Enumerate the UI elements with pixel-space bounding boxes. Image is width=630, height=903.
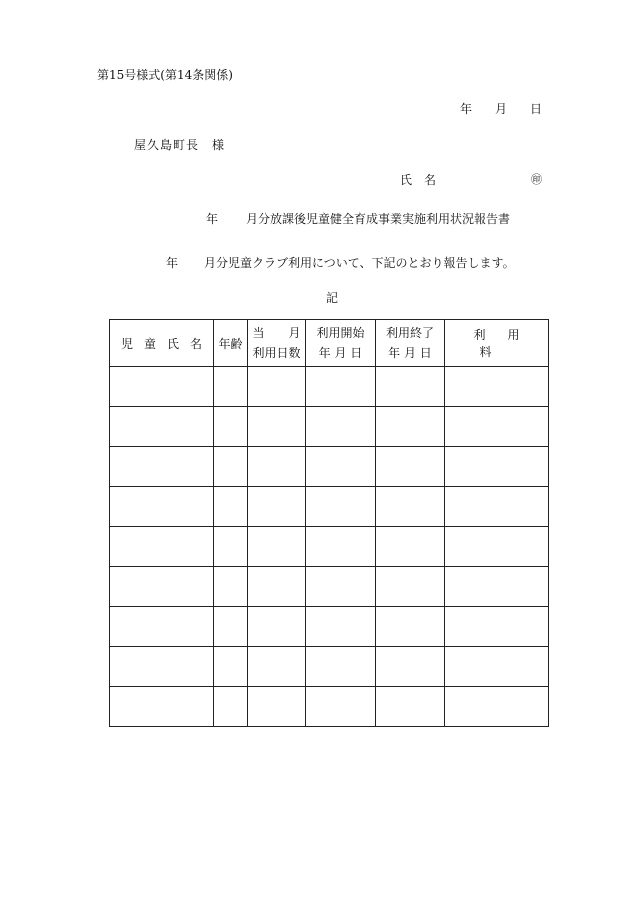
table-row <box>110 647 549 687</box>
start-cell[interactable] <box>306 447 376 487</box>
days-cell[interactable] <box>248 447 306 487</box>
age-cell[interactable] <box>214 607 248 647</box>
title-text: 月分放課後児童健全育成事業実施利用状況報告書 <box>246 212 511 226</box>
statement-year: 年 <box>166 256 179 270</box>
start-cell[interactable] <box>306 487 376 527</box>
fee-cell[interactable] <box>445 607 549 647</box>
date-year: 年 <box>460 102 473 116</box>
name-cell[interactable] <box>110 487 214 527</box>
start-cell[interactable] <box>306 607 376 647</box>
header-usage-days-bottom: 利用日数 <box>252 346 301 360</box>
end-cell[interactable] <box>376 527 445 567</box>
date-day: 日 <box>530 102 543 116</box>
days-cell[interactable] <box>248 487 306 527</box>
name-cell[interactable] <box>110 527 214 567</box>
age-cell[interactable] <box>214 447 248 487</box>
fee-cell[interactable] <box>445 407 549 447</box>
usage-table <box>109 319 549 727</box>
days-cell[interactable] <box>248 527 306 567</box>
date-line <box>460 100 542 117</box>
end-cell[interactable] <box>376 647 445 687</box>
days-cell[interactable] <box>248 687 306 727</box>
header-start-date-top: 利用開始 <box>316 326 365 340</box>
age-cell[interactable] <box>214 527 248 567</box>
age-cell[interactable] <box>214 407 248 447</box>
days-cell[interactable] <box>248 407 306 447</box>
age-cell[interactable] <box>214 647 248 687</box>
header-usage-days-top: 当 月 <box>252 326 301 340</box>
fee-cell[interactable] <box>445 687 549 727</box>
start-cell[interactable] <box>306 527 376 567</box>
end-cell[interactable] <box>376 567 445 607</box>
header-start-date <box>306 320 376 367</box>
name-cell[interactable] <box>110 367 214 407</box>
fee-cell[interactable] <box>445 487 549 527</box>
table-row <box>110 687 549 727</box>
header-end-date-top: 利用終了 <box>385 326 434 340</box>
days-cell[interactable] <box>248 607 306 647</box>
end-cell[interactable] <box>376 367 445 407</box>
start-cell[interactable] <box>306 407 376 447</box>
name-cell[interactable] <box>110 607 214 647</box>
table-row <box>110 407 549 447</box>
title-year: 年 <box>206 212 219 226</box>
days-cell[interactable] <box>248 647 306 687</box>
table-header-row <box>110 320 549 367</box>
table-row <box>110 447 549 487</box>
name-cell[interactable] <box>110 687 214 727</box>
end-cell[interactable] <box>376 607 445 647</box>
name-cell[interactable] <box>110 647 214 687</box>
age-cell[interactable] <box>214 687 248 727</box>
table-body <box>110 367 549 727</box>
end-cell[interactable] <box>376 687 445 727</box>
table-row <box>110 607 549 647</box>
table-row <box>110 367 549 407</box>
header-start-date-bottom: 年 月 日 <box>318 346 363 360</box>
start-cell[interactable] <box>306 687 376 727</box>
seal-mark: ㊞ <box>531 173 542 186</box>
table-row <box>110 487 549 527</box>
end-cell[interactable] <box>376 447 445 487</box>
header-fee: 利用料 <box>445 320 549 367</box>
header-age: 年齢 <box>214 320 248 367</box>
report-title <box>206 210 510 227</box>
fee-cell[interactable] <box>445 527 549 567</box>
header-end-date-bottom: 年 月 日 <box>388 346 432 360</box>
form-number: 第15号様式(第14条関係) <box>97 68 233 82</box>
fee-cell[interactable] <box>445 647 549 687</box>
name-cell[interactable] <box>110 567 214 607</box>
header-usage-days <box>248 320 306 367</box>
date-month: 月 <box>495 102 508 116</box>
name-cell[interactable] <box>110 447 214 487</box>
fee-cell[interactable] <box>445 447 549 487</box>
name-cell[interactable] <box>110 407 214 447</box>
age-cell[interactable] <box>214 567 248 607</box>
fee-cell[interactable] <box>445 567 549 607</box>
start-cell[interactable] <box>306 647 376 687</box>
start-cell[interactable] <box>306 367 376 407</box>
applicant-name-line <box>400 171 542 188</box>
header-child-name: 児童氏名 <box>110 320 214 367</box>
age-cell[interactable] <box>214 367 248 407</box>
report-statement <box>166 254 515 271</box>
end-cell[interactable] <box>376 407 445 447</box>
fee-cell[interactable] <box>445 367 549 407</box>
table-row <box>110 567 549 607</box>
header-end-date <box>376 320 445 367</box>
table-row <box>110 527 549 567</box>
statement-text: 月分児童クラブ利用について、下記のとおり報告します。 <box>204 256 515 270</box>
days-cell[interactable] <box>248 567 306 607</box>
addressee: 屋久島町長 様 <box>134 138 226 152</box>
name-label: 氏 名 <box>400 173 437 187</box>
ki-heading: 記 <box>326 291 339 305</box>
days-cell[interactable] <box>248 367 306 407</box>
end-cell[interactable] <box>376 487 445 527</box>
start-cell[interactable] <box>306 567 376 607</box>
age-cell[interactable] <box>214 487 248 527</box>
